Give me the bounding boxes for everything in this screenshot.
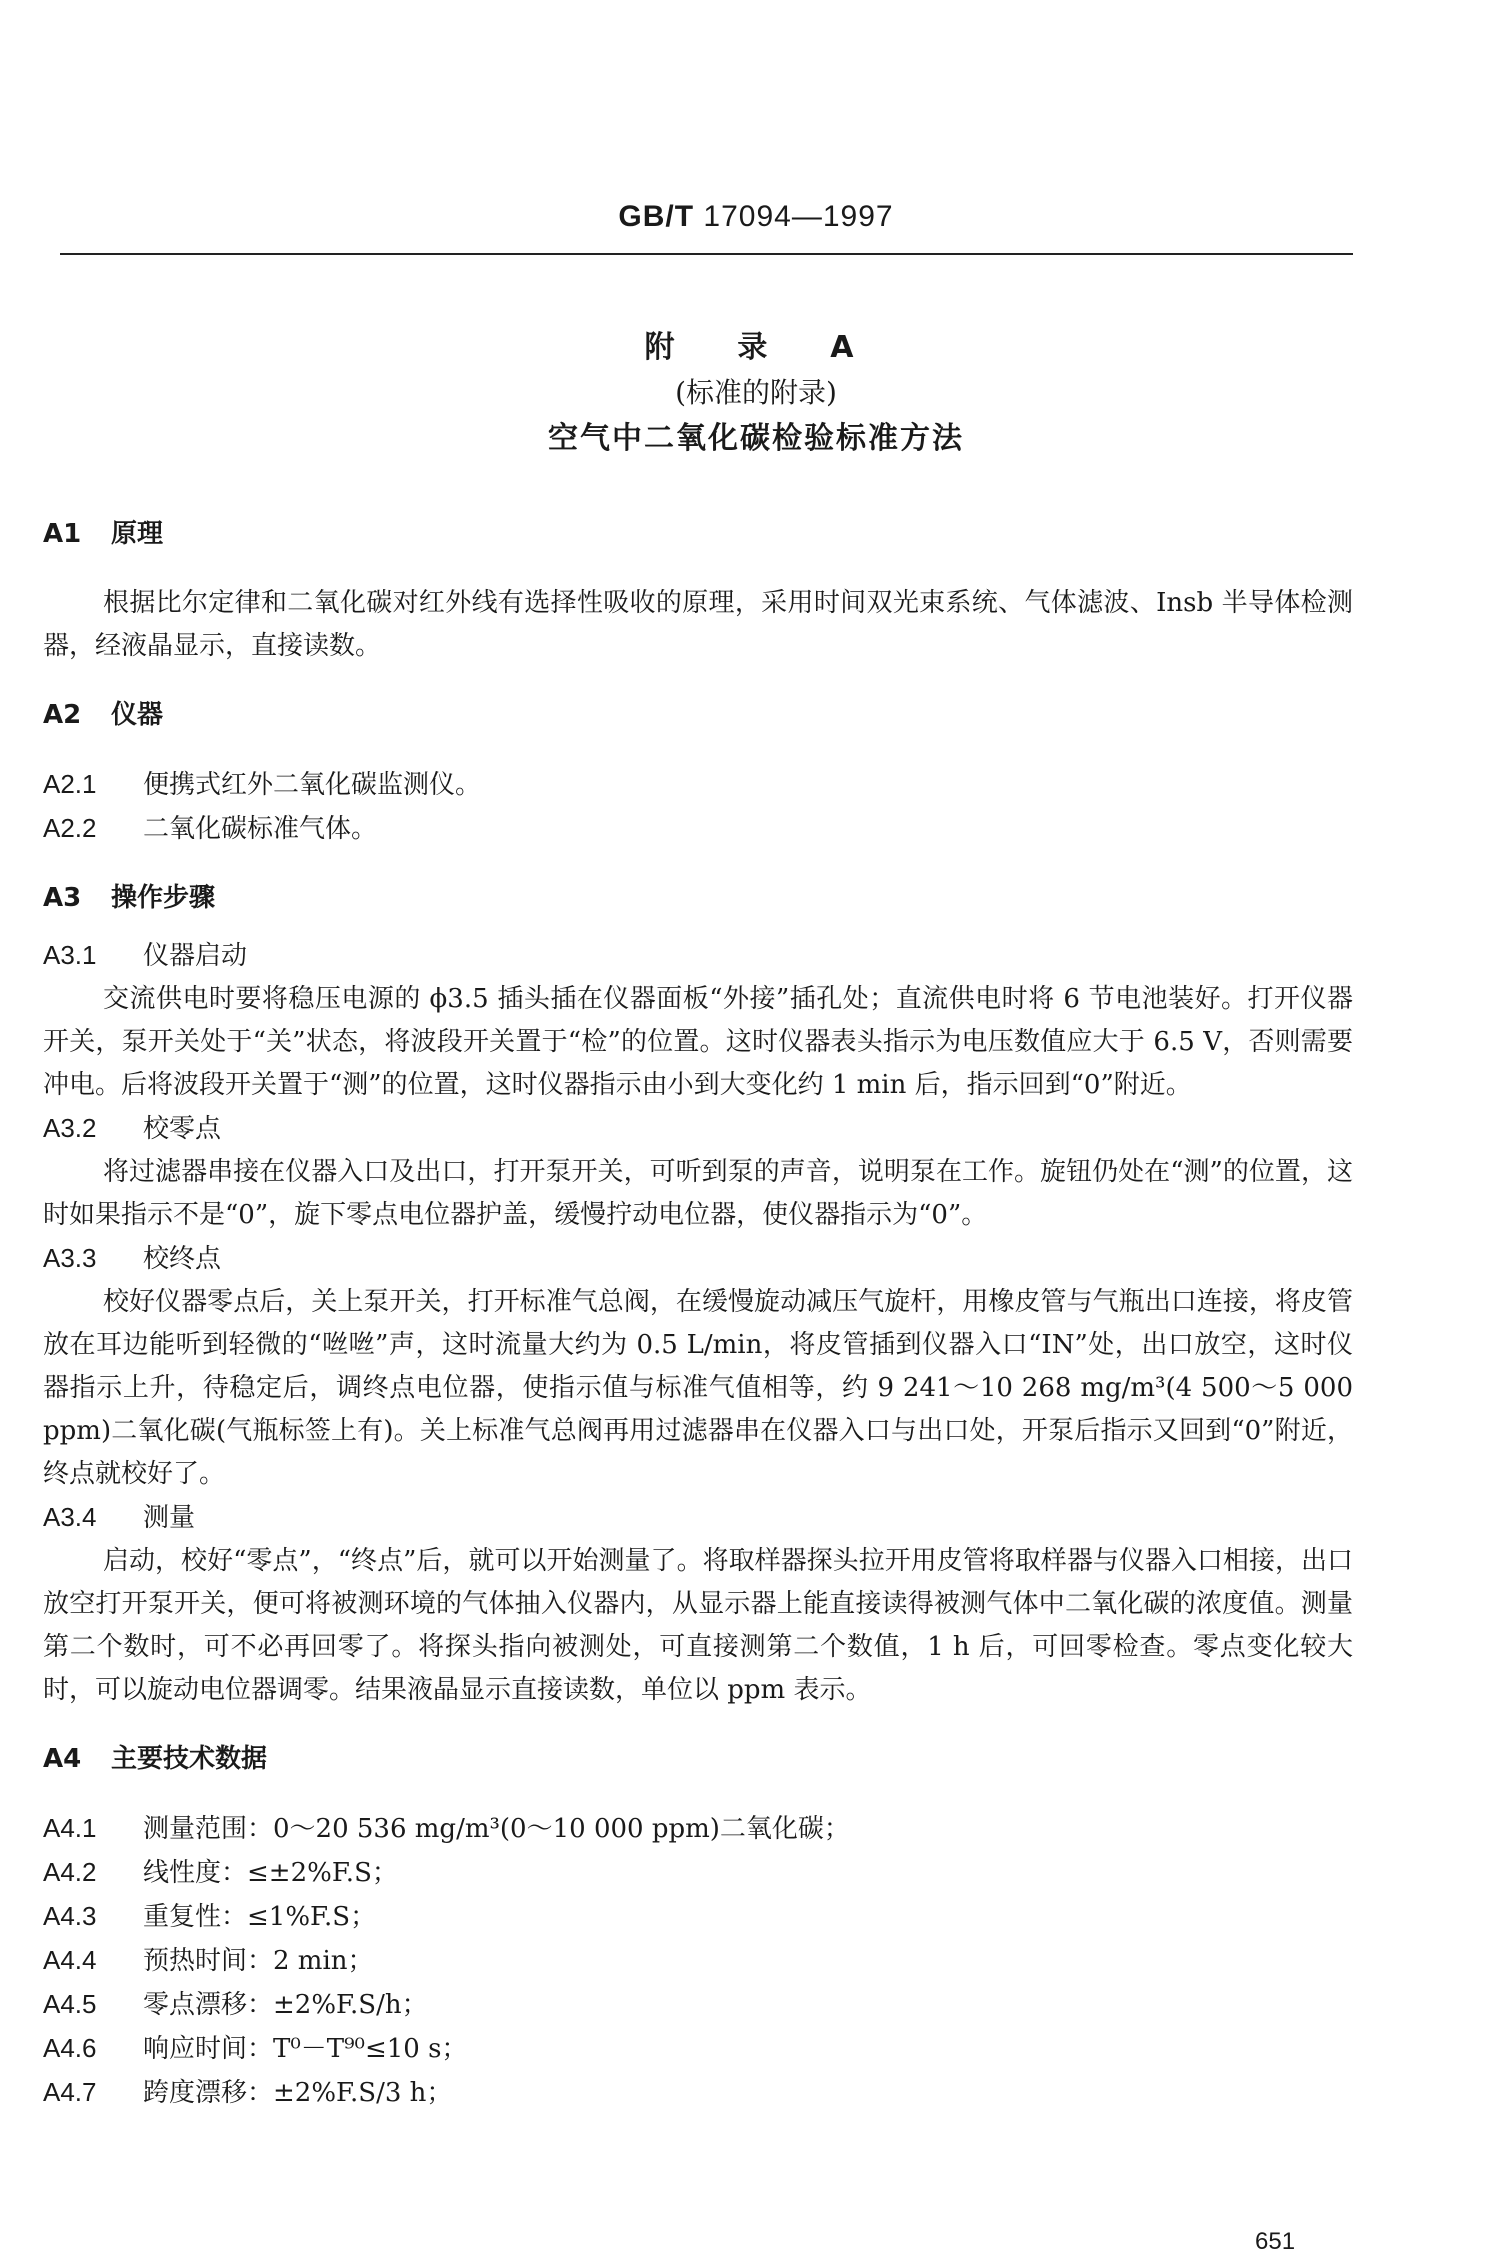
- list-item: [43, 807, 1353, 851]
- standard-code: GB/T: [618, 200, 695, 233]
- list-item: [43, 1939, 1353, 1983]
- section-heading-a1: [43, 513, 1353, 556]
- list-item: [43, 2071, 1353, 2115]
- item-text: 预热时间：2 min；: [143, 1946, 374, 1976]
- list-item: [43, 1851, 1353, 1895]
- page-number: 651: [1255, 2228, 1296, 2255]
- section-paragraph-a1: 根据比尔定律和二氧化碳对红外线有选择性吸收的原理，采用时间双光束系统、气体滤波、Insb 半导体检测器，经液晶显示，直接读数。: [43, 588, 1353, 661]
- item-number: A4.3: [43, 1901, 97, 1931]
- section-number: A2: [43, 700, 82, 730]
- item-text: 校零点: [143, 1114, 222, 1144]
- appendix-label: 附 录 A: [644, 330, 868, 365]
- item-text: 响应时间：T⁰－T⁹⁰≤10 s；: [143, 2034, 468, 2064]
- list-item: [43, 1895, 1353, 1939]
- subsection-heading: [43, 934, 1353, 978]
- section-number: A3: [43, 883, 82, 913]
- item-number: A4.5: [43, 1989, 97, 2019]
- item-number: A4.2: [43, 1857, 97, 1887]
- appendix-title: 空气中二氧化碳检验标准方法: [548, 421, 964, 456]
- item-number: A2.1: [43, 769, 97, 799]
- list-item: [43, 763, 1353, 807]
- document-body: [43, 513, 1353, 2115]
- item-text: 重复性：≤1%F.S；: [143, 1902, 377, 1932]
- item-number: A4.1: [43, 1813, 97, 1843]
- subsection-paragraph: 启动，校好“零点”，“终点”后，就可以开始测量了。将取样器探头拉开用皮管将取样器与仪器入口相接，出口放空打开泵开关，便可将被测环境的气体抽入仪器内，从显示器上能直接读得被测气体中二氧化碳的浓度值。测量第二个数时，可不必再回零了。将探头指向被测处，可直接测第二个数值，1 h 后，可回零检查。零点变化较大时，可以旋动电位器调零。结果液晶显示直接读数，单位以 ppm 表示。: [43, 1546, 1353, 1705]
- subsection-paragraph: 校好仪器零点后，关上泵开关，打开标准气总阀，在缓慢旋动减压气旋杆，用橡皮管与气瓶出口连接，将皮管放在耳边能听到轻微的“咝咝”声，这时流量大约为 0.5 L/min，将皮管插到仪器入口“IN”处，出口放空，这时仪器指示上升，待稳定后，调终点电位器，使指示值与标准气值相等，约 9 241～10 268 mg/m³(4 500～5 000 ppm)二氧化碳(气瓶标签上有)。关上标准气总阀再用过滤器串在仪器入口与出口处，开泵后指示又回到“0”附近，终点就校好了。: [43, 1287, 1353, 1489]
- item-text: 线性度：≤±2%F.S；: [143, 1858, 398, 1888]
- section-heading-a3: [43, 877, 1353, 920]
- item-text: 二氧化碳标准气体。: [143, 814, 378, 844]
- section-heading-a4: [43, 1738, 1353, 1781]
- subsection-paragraph: 交流供电时要将稳压电源的 ϕ3.5 插头插在仪器面板“外接”插孔处；直流供电时将 6 节电池装好。打开仪器开关，泵开关处于“关”状态，将波段开关置于“检”的位置。这时仪器表头指示为电压数值应大于 6.5 V，否则需要冲电。后将波段开关置于“测”的位置，这时仪器指示由小到大变化约 1 min 后，指示回到“0”附近。: [43, 984, 1353, 1100]
- item-text: 跨度漂移：±2%F.S/3 h；: [143, 2078, 453, 2108]
- section-title: 操作步骤: [111, 883, 216, 913]
- list-item: [43, 1807, 1353, 1851]
- standard-header: [0, 200, 1512, 234]
- subsection-paragraph: 将过滤器串接在仪器入口及出口，打开泵开关，可听到泵的声音，说明泵在工作。旋钮仍处在“测”的位置，这时如果指示不是“0”，旋下零点电位器护盖，缓慢拧动电位器，使仪器指示为“0”。: [43, 1157, 1353, 1230]
- subsection-heading: [43, 1237, 1353, 1281]
- item-text: 仪器启动: [143, 941, 248, 971]
- appendix-subtitle: (标准的附录): [675, 376, 837, 409]
- item-number: A3.1: [43, 940, 97, 970]
- section-title: 仪器: [111, 700, 164, 730]
- section-title: 原理: [111, 519, 164, 549]
- item-number: A3.2: [43, 1113, 97, 1143]
- list-item: [43, 2027, 1353, 2071]
- item-text: 测量范围：0～20 536 mg/m³(0～10 000 ppm)二氧化碳；: [143, 1814, 850, 1844]
- standard-number: 17094—1997: [703, 200, 894, 233]
- section-heading-a2: [43, 694, 1353, 737]
- item-number: A3.4: [43, 1502, 97, 1532]
- item-number: A4.4: [43, 1945, 97, 1975]
- section-number: A1: [43, 519, 82, 549]
- item-text: 校终点: [143, 1244, 222, 1274]
- list-item: [43, 1983, 1353, 2027]
- section-number: A4: [43, 1744, 82, 1774]
- item-number: A4.7: [43, 2077, 97, 2107]
- item-text: 测量: [143, 1503, 196, 1533]
- item-text: 便携式红外二氧化碳监测仪。: [143, 770, 482, 800]
- subsection-heading: [43, 1496, 1353, 1540]
- subsection-heading: [43, 1107, 1353, 1151]
- header-rule: [60, 253, 1353, 255]
- item-text: 零点漂移：±2%F.S/h；: [143, 1990, 428, 2020]
- item-number: A2.2: [43, 813, 97, 843]
- item-number: A3.3: [43, 1243, 97, 1273]
- item-number: A4.6: [43, 2033, 97, 2063]
- section-title: 主要技术数据: [111, 1744, 268, 1774]
